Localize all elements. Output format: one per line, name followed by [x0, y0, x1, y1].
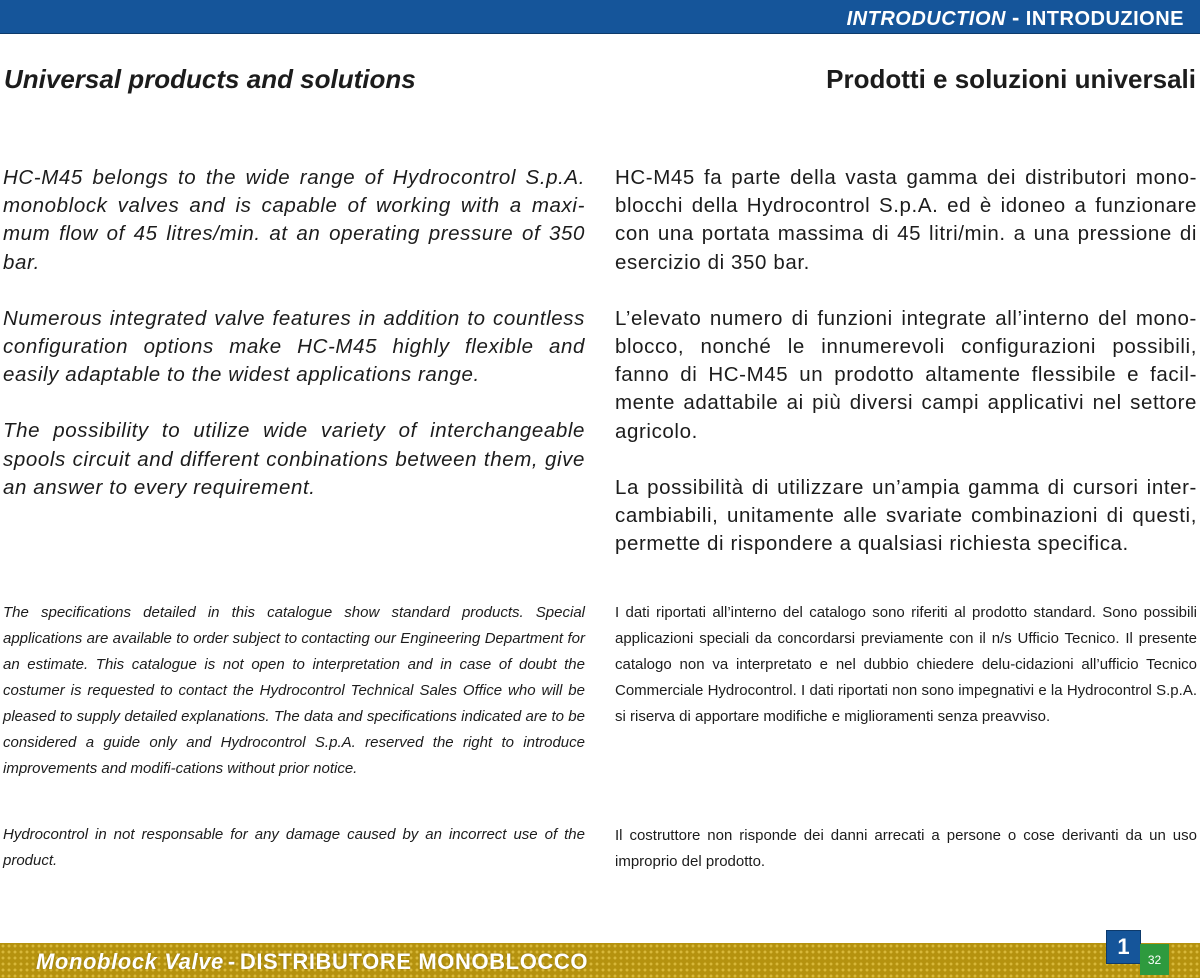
liability-it: [615, 823, 1197, 875]
liability-text-it: Il costruttore non risponde dei danni arrecati a persone o cose derivanti da un uso improprio del prodotto.: [615, 827, 1197, 870]
footer-separator: -: [227, 949, 236, 974]
footer-title: [36, 949, 588, 975]
disclaimer-en: [3, 600, 585, 782]
intro-column-it: [615, 164, 1197, 558]
header-separator: -: [1011, 5, 1020, 30]
intro-column-en: [3, 164, 585, 502]
header-title-en: INTRODUCTION: [846, 8, 1006, 30]
header-title-it: INTRODUZIONE: [1025, 8, 1184, 30]
page-title-it: Prodotti e soluzioni universali: [826, 64, 1196, 94]
intro-paragraph-it: L’elevato numero di funzioni integrate all’interno del mono-blocco, nonché le innumerevoli configurazioni possibili, fanno di HC-M45 un prodotto altamente flessibile e facil-mente adattabile ai più diversi campi applicativi nel settore agricolo.: [615, 306, 1197, 443]
footer-title-it: DISTRIBUTORE MONOBLOCCO: [239, 949, 589, 974]
page-title-en: Universal products and solutions: [4, 64, 416, 94]
liability-en: [3, 822, 585, 874]
footer-title-en: Monoblock Valve: [36, 949, 224, 974]
disclaimer-it: [615, 600, 1197, 730]
intro-paragraph-en: The possibility to utilize wide variety of interchangeable spools circuit and different conbinations between them, give an answer to every requirement.: [3, 419, 585, 499]
disclaimer-text-it: I dati riportati all’interno del catalogo sono riferiti al prodotto standard. Sono possibili applicazioni speciali da concordarsi previamente con il n/s Ufficio Tecnico. Il presente catalogo non va interpretato e nel dubbio chiedere delu-cidazioni all’ufficio Tecnico Commerciale Hydrocontrol. I dati riportati non sono impegnativi e la Hydrocontrol S.p.A. si riserva di apportare modifiche e miglioramenti senza preavviso.: [615, 604, 1197, 725]
liability-text-en: Hydrocontrol in not responsable for any damage caused by an incorrect use of the product.: [3, 826, 585, 869]
page-number-badge: 32: [1140, 944, 1169, 975]
intro-paragraph-it: HC-M45 fa parte della vasta gamma dei distributori mono-blocchi della Hydrocontrol S.p.A. ed è idoneo a funzionare con una portata massima di 45 litri/min. a una pressione di esercizio di 350 bar.: [615, 166, 1197, 274]
section-number-badge: 1: [1106, 930, 1141, 964]
intro-paragraph-en: Numerous integrated valve features in addition to countless configuration options make HC-M45 highly flexible and easily adaptable to the widest applications range.: [3, 306, 585, 387]
intro-paragraph-en: HC-M45 belongs to the wide range of Hydrocontrol S.p.A. monoblock valves and is capable of working with a maxi-mum flow of 45 litres/min. at an operating pressure of 350 bar.: [3, 166, 585, 274]
intro-paragraph-it: La possibilità di utilizzare un’ampia gamma di cursori inter-cambiabili, unitamente alle svariate combinazioni di questi, permette di rispondere a qualsiasi richiesta specifica.: [615, 475, 1197, 556]
section-header: [847, 5, 1184, 31]
disclaimer-text-en: The specifications detailed in this catalogue show standard products. Special applications are available to order subject to contacting our Engineering Department for an estimate. This catalogue is not open to interpretation and in case of doubt the costumer is requested to contact the Hydrocontrol Technical Sales Office who will be pleased to supply detailed explanations. The data and specifications indicated are to be considered a guide only and Hydrocontrol S.p.A. reserved the right to introduce improvements and modifi-cations without prior notice.: [3, 604, 585, 777]
